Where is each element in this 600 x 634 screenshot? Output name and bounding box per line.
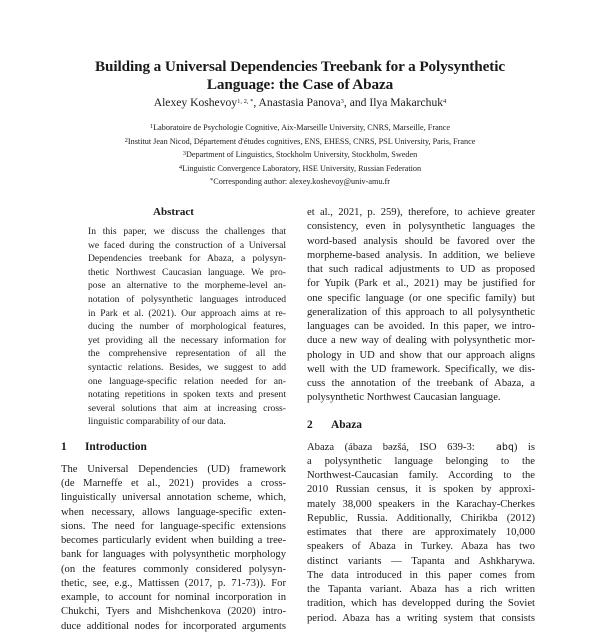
text-line: several solutions that aim at increasing cross- [88, 402, 286, 414]
author-list [60, 96, 540, 110]
section-number: 1 [61, 440, 67, 453]
text-line: bank for languages with polysynthetic morphology [61, 549, 286, 561]
title-line-1: Building a Universal Dependencies Treebank for a Polysynthetic [95, 58, 505, 75]
text-line: mately 38,000 speakers in the Karachay-Cherkes [307, 498, 535, 510]
author-affiliation-marks: 4 [443, 98, 447, 105]
text-line: Dependencies treebank for Abaza, a polysyn- [88, 253, 286, 265]
text-line: polysynthetic Northwest Caucasian language. [307, 392, 501, 404]
text-line: et al., 2021, p. 259), therefore, to achieve greater [307, 207, 535, 218]
section-title: Abaza [331, 418, 363, 431]
affiliation-mark: * [210, 177, 214, 185]
text-line: well with the UD framework. Specifically, we dis- [307, 363, 535, 375]
affiliation-mark: 2 [124, 136, 128, 144]
text-line: Northwest-Caucasian family. According to the [307, 470, 535, 481]
author-separator: , [253, 96, 259, 109]
abstract-heading: Abstract [153, 206, 194, 218]
abaza-body-lines [307, 455, 535, 626]
introduction-body [61, 463, 286, 634]
text-fragment: ) is [513, 441, 536, 453]
text-line: (de Marneffe et al., 2021) provides a cross- [61, 478, 286, 490]
author-name: Ilya Makarchuk [369, 96, 444, 109]
affiliation-text: Corresponding author: alexey.koshevoy@univ-amu.fr [213, 177, 390, 187]
text-line: for Yupik (Park et al., 2021) may be justified for [307, 278, 535, 290]
right-column [307, 206, 535, 626]
text-line: word-based analysis should be favored over the [307, 235, 535, 247]
affiliation-text: Laboratoire de Psychologie Cognitive, Aix-Marseille University, CNRS, Marseille, France [153, 123, 451, 132]
affiliation [60, 148, 540, 162]
text-line: duce a new way of dealing with polysynthetic mor- [307, 335, 535, 347]
corresponding-author [60, 175, 540, 189]
text-line: In this paper, we discuss the challenges that [88, 226, 286, 237]
affiliation [60, 135, 540, 149]
text-line: tradition, which has developped during the Soviet [307, 598, 535, 610]
text-fragment: Abaza (ábaza bəzšá, ISO 639-3: [307, 441, 475, 453]
title-line-2: Language: the Case of Abaza [206, 76, 394, 93]
text-line: one specific language (or one specific family) but [307, 292, 535, 304]
text-line: morpheme-based analysis. In addition, we believe [307, 249, 535, 261]
affiliation [60, 162, 540, 176]
text-line: the comprehensive representation of all the [88, 348, 286, 360]
text-line: linguistically universal annotation scheme, which, [61, 492, 286, 504]
affiliation-mark: 1 [149, 123, 154, 130]
text-line: The Universal Dependencies (UD) framework [61, 463, 286, 475]
text-line: sions. The need for language-specific extensions [61, 520, 286, 532]
author-affiliation-marks: 3 [340, 98, 344, 105]
text-line: example, to account for nominal incorporation in [61, 592, 286, 604]
text-line: syntactic relations. Besides, we suggest to add [88, 361, 286, 373]
affiliation-text: Institut Jean Nicod, Département d'études cognitives, ENS, EHESS, CNRS, PSL University, Paris, France [127, 136, 476, 146]
affiliation-text: Linguistic Convergence Laboratory, HSE University, Russian Federation [182, 163, 422, 173]
text-line: a polysynthetic language belonging to the [307, 455, 535, 467]
text-line: thetic Northwest Caucasian language. We pro- [88, 266, 286, 278]
text-line: the Tapanta variant. Abaza has a rich written [307, 584, 535, 595]
text-line: consistency, even in polysynthetic languages the [307, 221, 535, 233]
text-line: that such radical adjustments to UD as proposed [307, 264, 535, 275]
affiliation-mark: 3 [182, 150, 187, 158]
author-name: Alexey Koshevoy [153, 96, 238, 109]
text-line: linguistic comparability of our data. [88, 416, 226, 428]
text-line: The data introduced in this paper comes from [307, 569, 535, 581]
text-line: languages can be avoided. In this paper, we intro- [307, 321, 535, 332]
text-line: in Park et al. (2021). Our approach aims at re- [88, 307, 286, 319]
text-line: Chukchi, Tyers and Mishchenkova (2020) intro- [61, 606, 286, 618]
text-line: speakers of Abaza in Turkey. Abaza has two [307, 541, 535, 553]
left-column [61, 205, 286, 634]
author-affiliation-marks: 1, 2, * [237, 98, 254, 105]
text-line: one language-specific relation needed for an- [88, 375, 286, 387]
text-line: pose an alternative to the morpheme-level an- [88, 280, 286, 292]
iso-code: abq [495, 441, 514, 453]
affiliation-mark: 4 [178, 163, 183, 171]
abaza-section-body [307, 441, 535, 626]
affiliation-list [60, 121, 540, 189]
text-line: ducing the number of morphological features, [88, 321, 286, 333]
affiliation [60, 121, 540, 135]
text-line: notation of polysynthetic languages introduced [88, 293, 286, 305]
affiliation-text: Department of Linguistics, Stockholm University, Stockholm, Sweden [186, 150, 418, 160]
abstract-body [88, 225, 286, 429]
introduction-continued-body [307, 206, 535, 406]
text-line: distinct variants — Tapanta and Ashkharywa. [307, 555, 535, 567]
section-title: Introduction [85, 440, 147, 453]
section-heading-abaza [307, 418, 535, 432]
text-line: Republic, Russia. Additionally, Chirikba (2012) [307, 512, 535, 524]
author-name: Anastasia Panova [258, 96, 341, 109]
text-line: period. Abaza has a writing system that consists [307, 612, 535, 624]
paper-title [60, 58, 540, 94]
text-line: we faced during the construction of a Universal [88, 239, 286, 251]
text-line: generalization of this approach to all polysynthetic [307, 306, 535, 318]
text-line: thetic, see, e.g., Mattissen (2017, p. 71-73)). For [61, 577, 286, 589]
text-line: estimates that there are approximately 10,000 [307, 527, 535, 538]
text-line: duce additional nodes for incorporated arguments [61, 620, 286, 632]
text-line: cuss the annotation of the treebank of Abaza, a [307, 378, 535, 389]
text-line: when necessary, allows language-specific exten- [61, 506, 286, 518]
text-line: notating repetitions in spoken texts and present [88, 389, 286, 401]
text-line: (on the features commonly considered polysyn- [61, 563, 286, 575]
section-number: 2 [307, 418, 313, 431]
section-heading-introduction [61, 440, 286, 454]
text-line: yet providing all the necessary information for [88, 334, 286, 346]
text-line: phology in UD and show that our approach aligns [307, 349, 535, 361]
text-line [307, 441, 535, 455]
text-line: 2010 Russian census, it is spoken by approxi- [307, 484, 535, 496]
author-separator: , and [343, 96, 370, 109]
text-line: becomes particularly evident when building a tree- [61, 535, 286, 547]
